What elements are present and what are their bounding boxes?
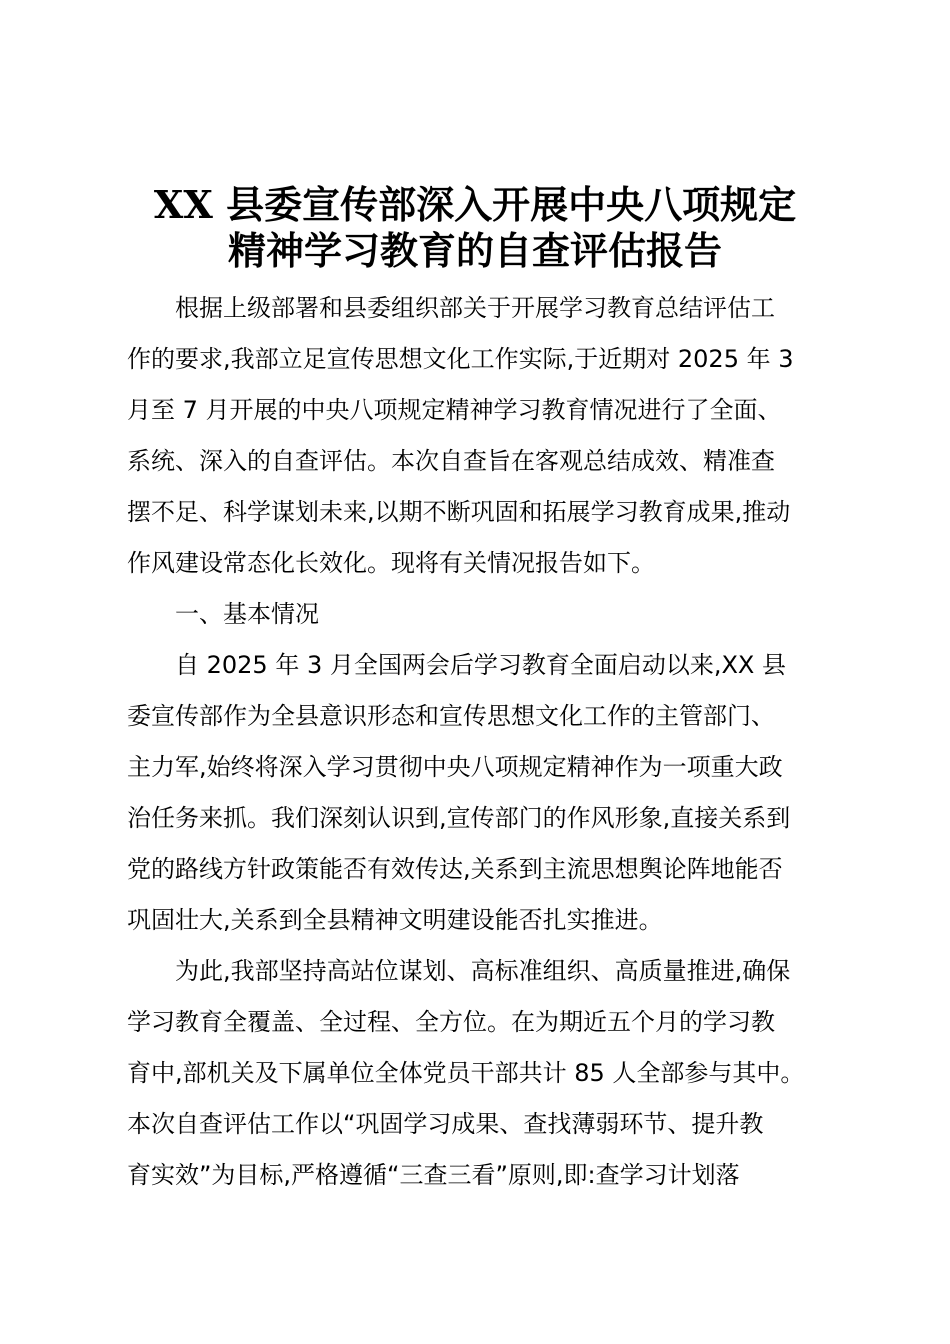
paragraph-line: 作的要求,我部立足宣传思想文化工作实际,于近期对 2025 年 3 <box>127 345 794 373</box>
document-title-line-2: 精神学习教育的自查评估报告 <box>227 228 722 273</box>
paragraph-line: 作风建设常态化长效化。现将有关情况报告如下。 <box>127 549 655 577</box>
paragraph-line: 学习教育全覆盖、全过程、全方位。在为期近五个月的学习教 <box>127 1008 775 1036</box>
paragraph-line: 党的路线方针政策能否有效传达,关系到主流思想舆论阵地能否 <box>127 855 783 883</box>
paragraph-line: 委宣传部作为全县意识形态和宣传思想文化工作的主管部门、 <box>127 702 775 730</box>
paragraph-line: 巩固壮大,关系到全县精神文明建设能否扎实推进。 <box>127 906 663 934</box>
paragraph-line: 摆不足、科学谋划未来,以期不断巩固和拓展学习教育成果,推动 <box>127 498 791 526</box>
paragraph-line: 系统、深入的自查评估。本次自查旨在客观总结成效、精准查 <box>127 447 775 475</box>
paragraph-line: 月至 7 月开展的中央八项规定精神学习教育情况进行了全面、 <box>127 396 782 424</box>
document-title-line-1: XX 县委宣传部深入开展中央八项规定 <box>153 182 797 227</box>
paragraph-line: 根据上级部署和县委组织部关于开展学习教育总结评估工 <box>175 294 775 322</box>
paragraph-line: 育实效”为目标,严格遵循“三查三看”原则,即:查学习计划落 <box>127 1161 740 1189</box>
paragraph-line: 本次自查评估工作以“巩固学习成果、查找薄弱环节、提升教 <box>127 1110 764 1138</box>
paragraph-line: 自 2025 年 3 月全国两会后学习教育全面启动以来,XX 县 <box>175 651 787 679</box>
paragraph-line: 治任务来抓。我们深刻认识到,宣传部门的作风形象,直接关系到 <box>127 804 791 832</box>
paragraph-line: 为此,我部坚持高站位谋划、高标准组织、高质量推进,确保 <box>175 957 791 985</box>
paragraph-line: 主力军,始终将深入学习贯彻中央八项规定精神作为一项重大政 <box>127 753 783 781</box>
paragraph-line: 育中,部机关及下属单位全体党员干部共计 85 人全部参与其中。 <box>127 1059 805 1087</box>
section-heading: 一、基本情况 <box>175 600 319 628</box>
